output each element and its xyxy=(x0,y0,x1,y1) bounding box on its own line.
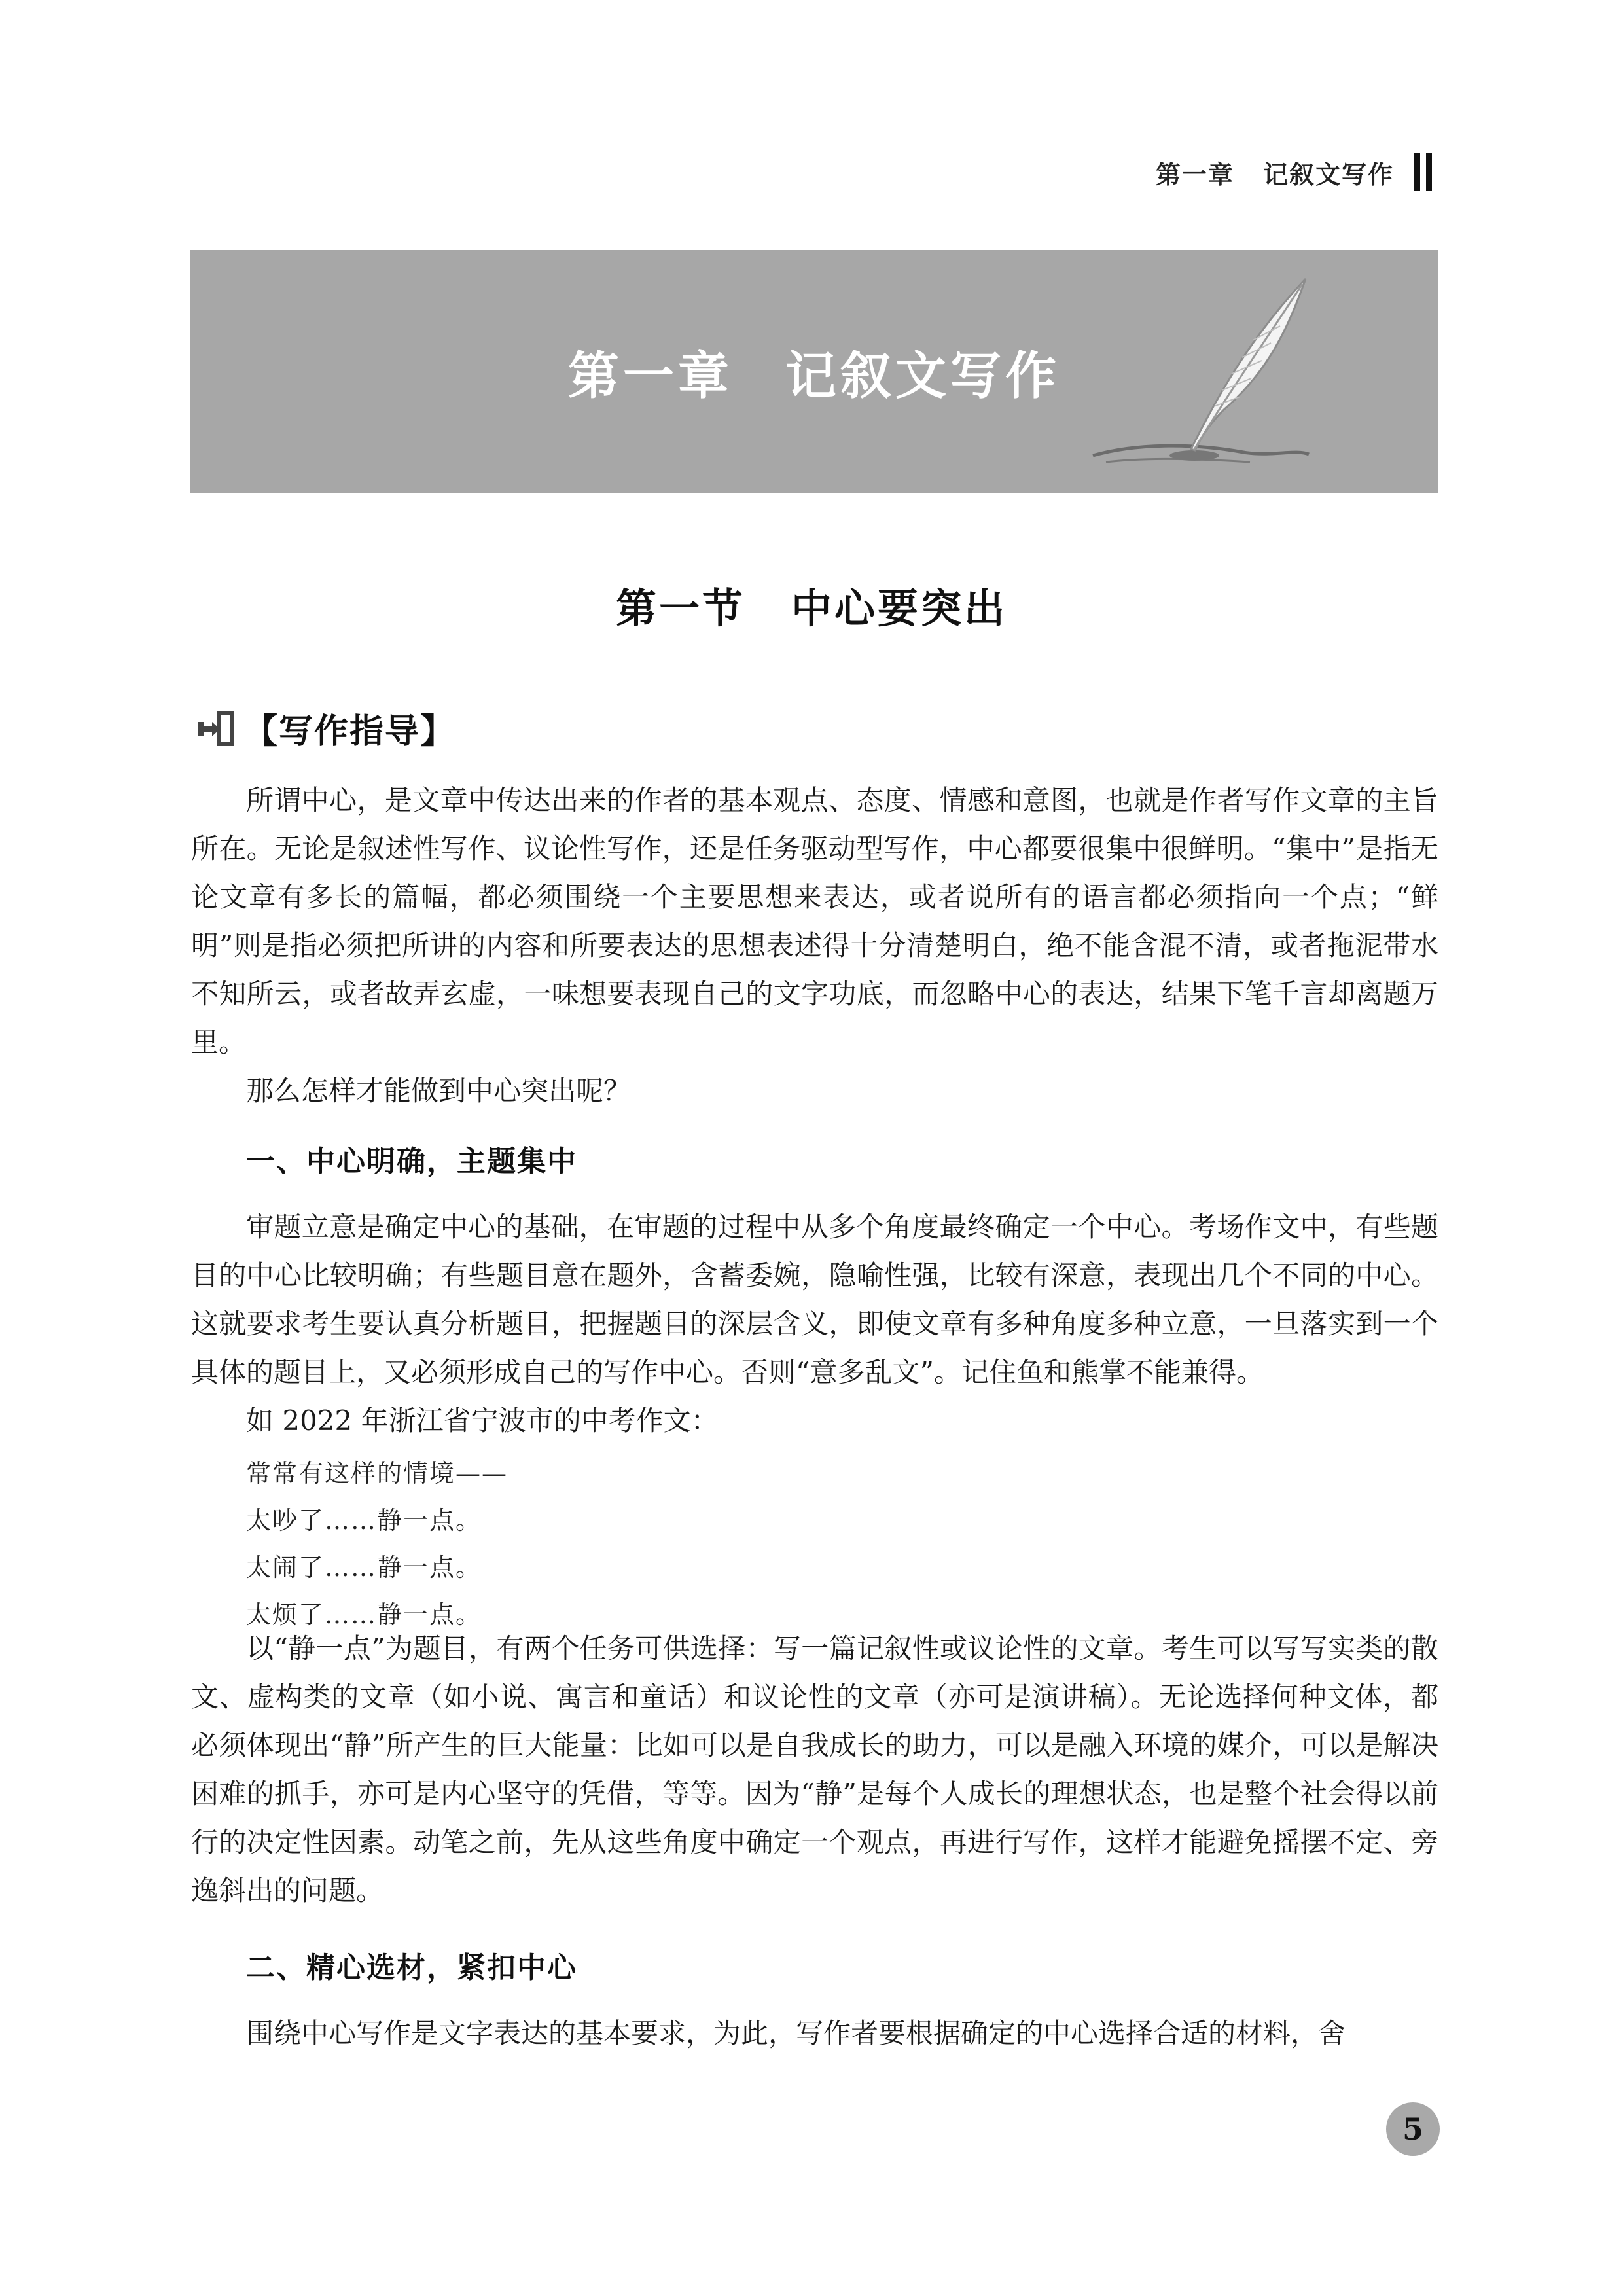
paragraph-2: 那么怎样才能做到中心突出呢？ xyxy=(246,1075,632,1107)
guide-label: 【写作指导】 xyxy=(243,712,456,751)
running-header xyxy=(1156,149,1432,195)
guide-heading xyxy=(195,704,455,753)
quill-icon xyxy=(1080,266,1315,475)
chapter-banner xyxy=(190,250,1438,493)
section-name: 中心要突出 xyxy=(791,584,1008,632)
chapter-number: 第一章 xyxy=(567,346,733,406)
poem-line: 常常有这样的情境—— xyxy=(246,1459,508,1488)
exit-door-icon xyxy=(195,709,234,748)
paragraph-3: 审题立意是确定中心的基础，在审题的过程中从多个角度最终确定一个中心。考场作文中，有些题目的中心比较明确；有些题目意在题外，含蓄委婉，隐喻性强，比较有深意，表现出几个不同的中心。这就要求考生要认真分析题目，把握题目的深层含义，即使文章有多种角度多种立意，一旦落实到一个具体的题目上，又必须形成自己的写作中心。否则“意多乱文”。记住鱼和熊掌不能兼得。 xyxy=(191,1211,1438,1388)
page-number: 5 xyxy=(1386,2102,1440,2156)
section-title xyxy=(0,576,1623,634)
paragraph-5: 以“静一点”为题目，有两个任务可供选择：写一篇记叙性或议论性的文章。考生可以写写实类的散文、虚构类的文章（如小说、寓言和童话）和议论性的文章（亦可是演讲稿）。无论选择何种文体，都必须体现出“静”所产生的巨大能量：比如可以是自我成长的助力，可以是融入环境的媒介，可以是解决困难的抓手，亦可是内心坚守的凭借，等等。因为“静”是每个人成长的理想状态，也是整个社会得以前行的决定性因素。动笔之前，先从这些角度中确定一个观点，再进行写作，这样才能避免摇摆不定、旁逸斜出的问题。 xyxy=(191,1632,1438,1907)
subheading-1: 一、中心明确，主题集中 xyxy=(246,1145,577,1178)
header-bars-icon xyxy=(1408,153,1432,191)
poem-line: 太闹了……静一点。 xyxy=(246,1553,482,1582)
subheading-2: 二、精心选材，紧扣中心 xyxy=(246,1951,577,1984)
running-header-chapter: 第一章 xyxy=(1155,160,1234,189)
paragraph-4: 如 2022 年浙江省宁波市的中考作文： xyxy=(246,1405,719,1437)
chapter-name: 记叙文写作 xyxy=(785,346,1061,406)
poem-line: 太吵了……静一点。 xyxy=(246,1506,482,1535)
running-header-title: 记叙文写作 xyxy=(1262,160,1394,189)
section-number: 第一节 xyxy=(615,584,745,632)
running-header-text xyxy=(1156,154,1394,190)
poem-line: 太烦了……静一点。 xyxy=(246,1600,482,1629)
paragraph-6: 围绕中心写作是文字表达的基本要求，为此，写作者要根据确定的中心选择合适的材料，舍 xyxy=(246,2017,1346,2049)
paragraph-1: 所谓中心，是文章中传达出来的作者的基本观点、态度、情感和意图，也就是作者写作文章的主旨所在。无论是叙述性写作、议论性写作，还是任务驱动型写作，中心都要很集中很鲜明。“集中”是指无论文章有多长的篇幅，都必须围绕一个主要思想来表达，或者说所有的语言都必须指向一个点；“鲜明”则是指必须把所讲的内容和所要表达的思想表述得十分清楚明白，绝不能含混不清，或者拖泥带水不知所云，或者故弄玄虚，一味想要表现自己的文字功底，而忽略中心的表达，结果下笔千言却离题万里。 xyxy=(191,784,1438,1058)
